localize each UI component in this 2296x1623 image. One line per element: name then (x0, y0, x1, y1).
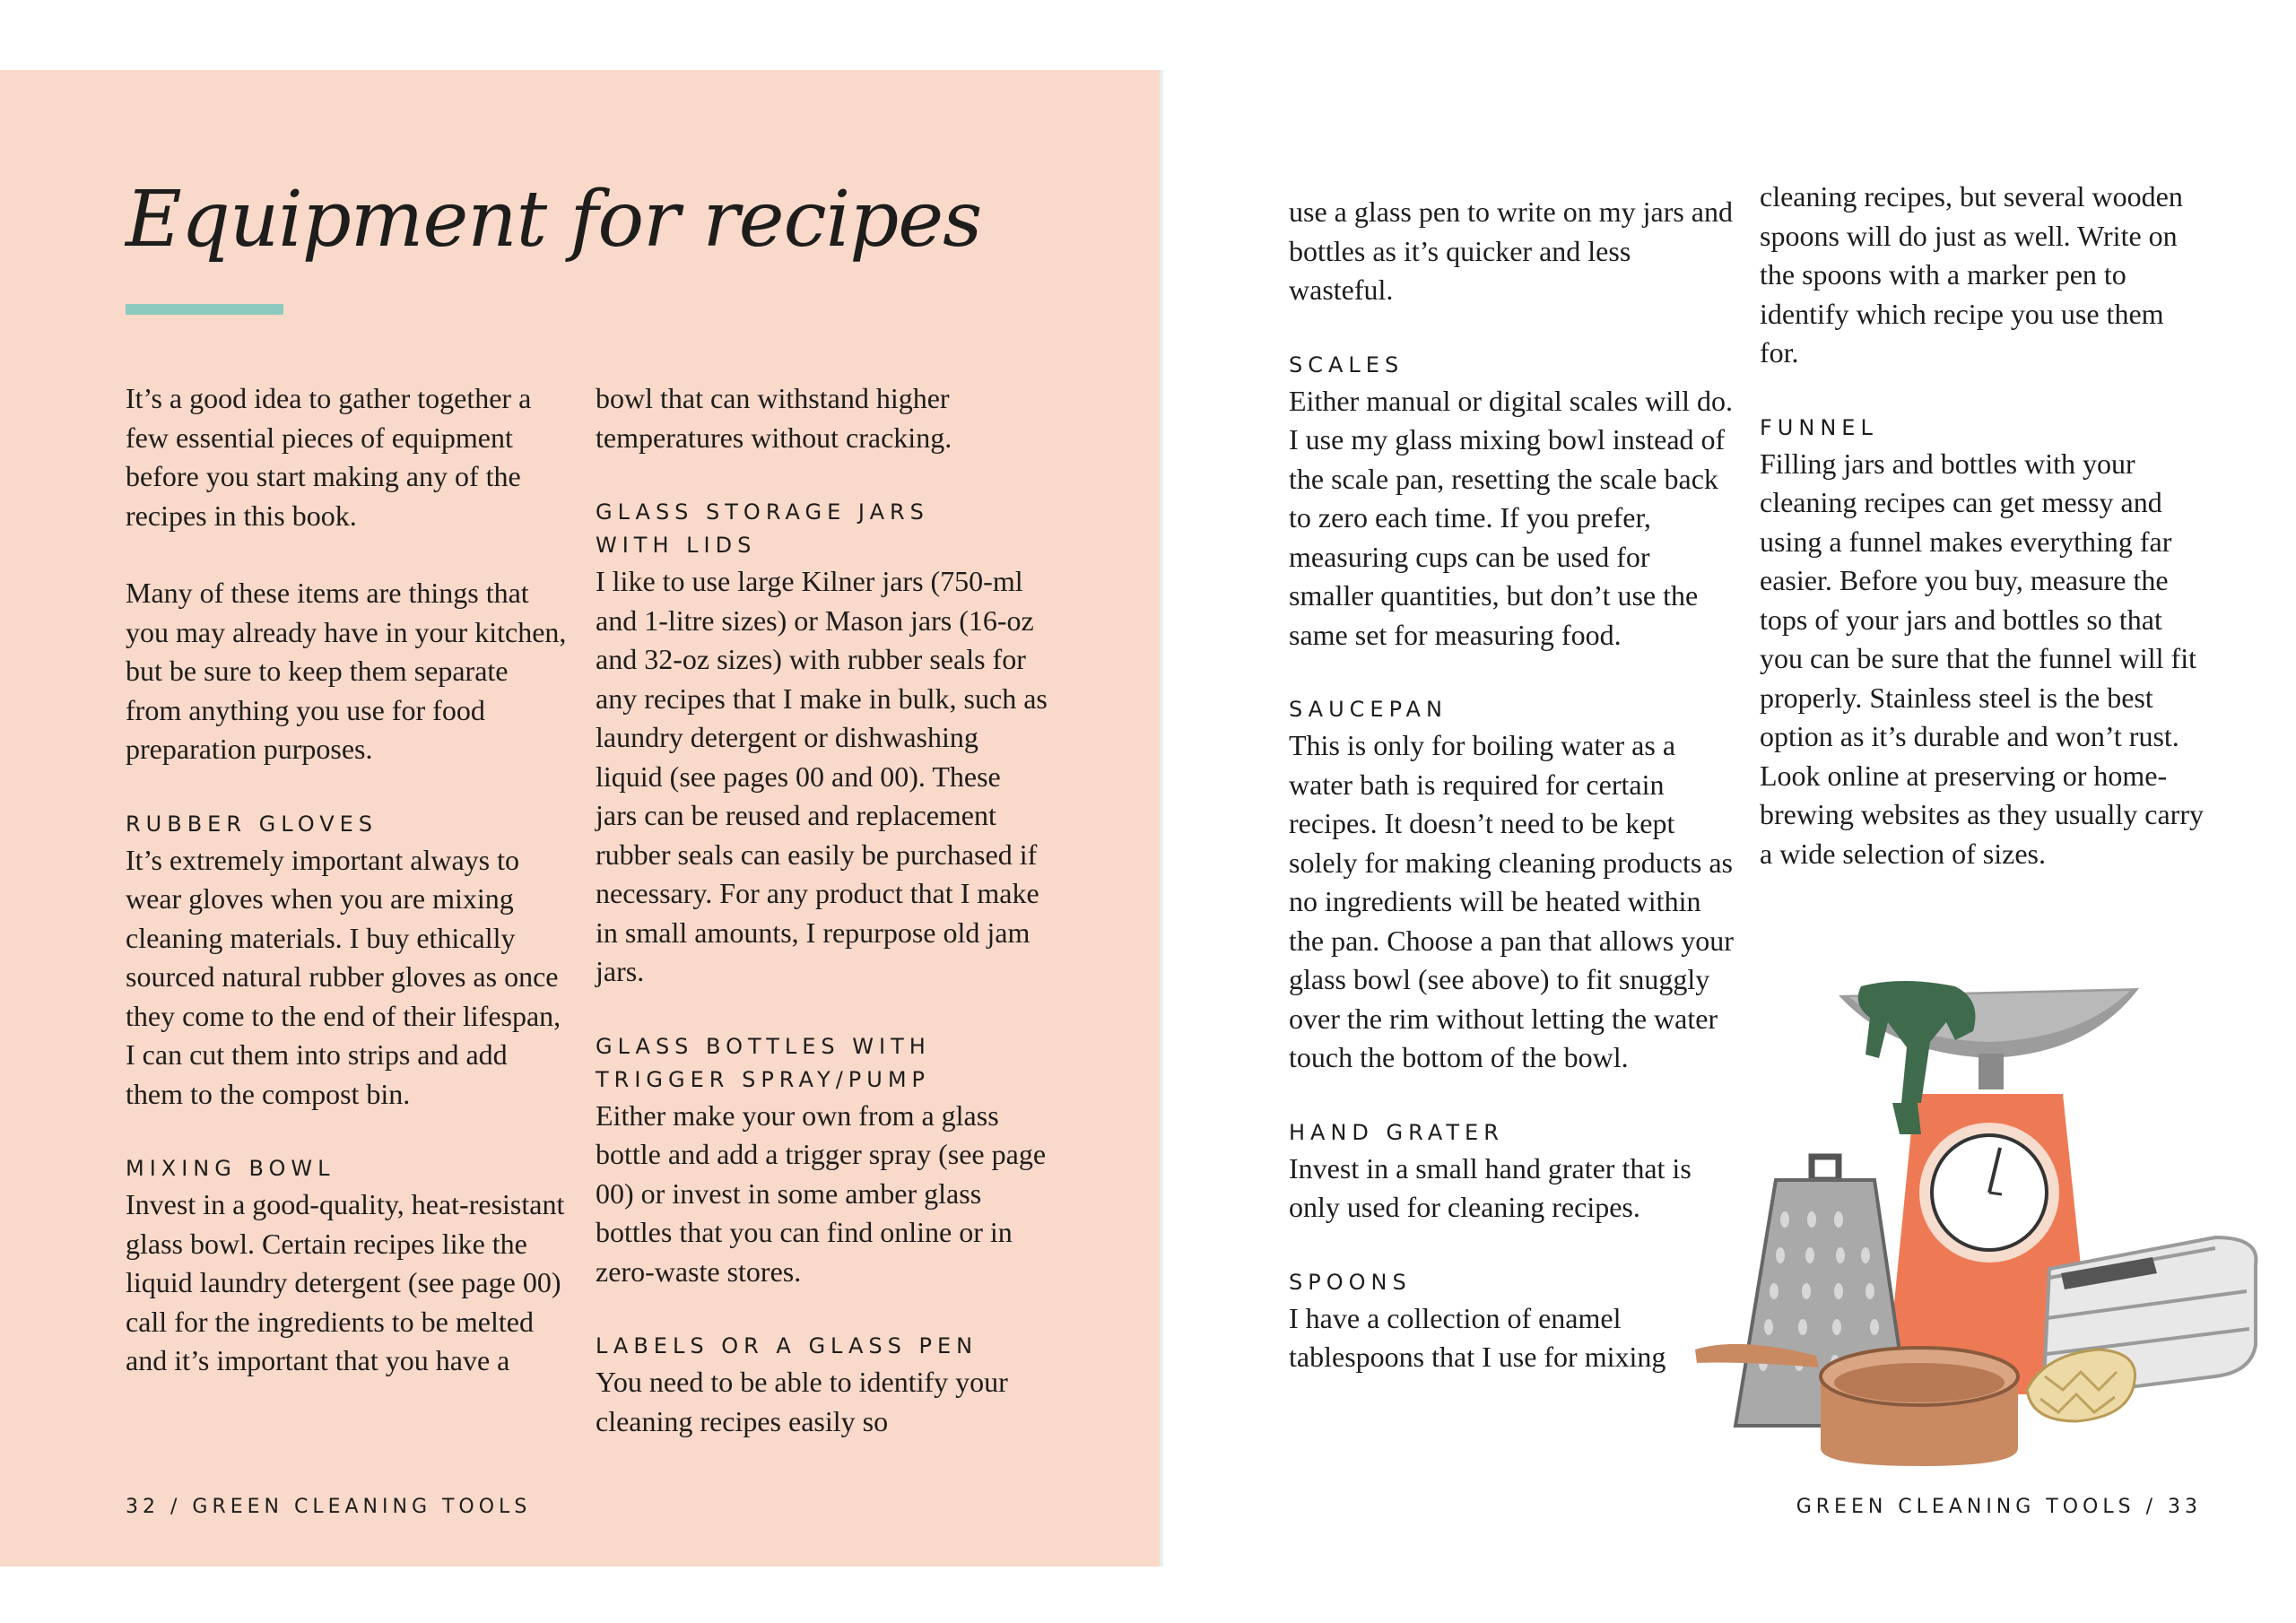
title-rule (126, 304, 283, 315)
column-1 (126, 379, 570, 1381)
mixing-bowl-text-cont: bowl that can withstand higher temperatures without cracking. (596, 382, 952, 454)
spoons-text-cont: cleaning recipes, but several wooden spoons will do just as well. Write on the spoons with a marker pen to identify which recipe you use them for. (1760, 180, 2183, 369)
funnel-text: Filling jars and bottles with your cleaning recipes can get messy and using a funnel makes everything far easier. Before you buy, measure the tops of your jars and bottles so that you can be sure that the funnel will fit properly. Stainless steel is the best option as it’s durable and won’t rust. Look online at preserving or home-brewing websites as they usually carry a wide selection of sizes. (1760, 447, 2204, 870)
glass-storage-jars-text: I like to use large Kilner jars (750-ml and 1-litre sizes) or Mason jars (16-oz and 32-oz sizes) with rubber seals for any recipes that I make in bulk, such as laundry detergent or dishwashing liquid (see pages 00 and 00). These jars can be reused and replacement rubber seals can easily be purchased if necessary. For any product that I make in small amounts, I repurpose old jam jars. (596, 565, 1048, 987)
hand-grater-text: Invest in a small hand grater that is only used for cleaning recipes. (1289, 1151, 1692, 1223)
footer-left: 32 / GREEN CLEANING TOOLS (126, 1496, 532, 1518)
labels-text-cont: use a glass pen to write on my jars and bottles as it’s quicker and less wasteful. (1289, 195, 1733, 306)
section-heading-glass-bottles: GLASS BOTTLES WITH TRIGGER SPRAY/PUMP (596, 1033, 931, 1092)
glass-bottles-text: Either make your own from a glass bottle and add a trigger spray (see page 00) or invest in some amber glass bottles that you can find online or in zero-waste stores. (596, 1098, 1047, 1288)
section-heading-rubber-gloves: RUBBER GLOVES (126, 811, 378, 837)
saucepan-text: This is only for boiling water as a water bath is required for certain recipes. It doesn’t need to be kept solely for making cleaning products as no ingredients will be heated within the pan. Choose a pan that allows your glass bowl (see above) to fit snuggly over the rim without letting the water touch the bottom of the bowl. (1289, 729, 1734, 1073)
column-3 (1289, 193, 1737, 1377)
section-heading-hand-grater: HAND GRATER (1289, 1119, 1504, 1145)
section-heading-glass-storage-jars: GLASS STORAGE JARS WITH LIDS (596, 499, 929, 558)
column-4 (1760, 178, 2208, 873)
intro-paragraph-2: Many of these items are things that you may already have in your kitchen, but be sure to keep them separate from anything you use for food preparation purposes. (126, 577, 567, 765)
section-heading-labels: LABELS OR A GLASS PEN (596, 1333, 978, 1358)
page-title: Equipment for recipes (126, 175, 982, 265)
section-heading-mixing-bowl: MIXING BOWL (126, 1156, 335, 1181)
section-heading-spoons: SPOONS (1289, 1269, 1412, 1295)
labels-text: You need to be able to identify your cleaning recipes easily so (596, 1366, 1008, 1437)
section-heading-saucepan: SAUCEPAN (1289, 697, 1448, 722)
rubber-gloves-text: It’s extremely important always to wear gloves when you are mixing cleaning materials. I buy ethically sourced natural rubber gloves as once they come to the end of their lifespan, I can cut them into strips and add them to the compost bin. (126, 843, 561, 1110)
spoons-text: I have a collection of enamel tablespoons that I use for mixing (1289, 1301, 1666, 1373)
mixing-bowl-text: Invest in a good-quality, heat-resistant glass bowl. Certain recipes like the liquid laundry detergent (see page 00) call for the ingredients to be melted and it’s important that you have a (126, 1188, 565, 1376)
intro-paragraph-1: It’s a good idea to gather together a few essential pieces of equipment before you start making any of the recipes in this book. (126, 382, 532, 532)
footer-right: GREEN CLEANING TOOLS / 33 (1796, 1496, 2202, 1518)
section-heading-scales: SCALES (1289, 352, 1405, 378)
section-heading-funnel: FUNNEL (1760, 414, 1878, 440)
column-2 (596, 379, 1048, 1441)
equipment-illustration (1686, 968, 2269, 1471)
scales-text: Either manual or digital scales will do. I use my glass mixing bowl instead of the scale pan, resetting the scale back to zero each time. If you prefer, measuring cups can be used for smaller quantities, but don’t use the same set for measuring food. (1289, 384, 1733, 651)
